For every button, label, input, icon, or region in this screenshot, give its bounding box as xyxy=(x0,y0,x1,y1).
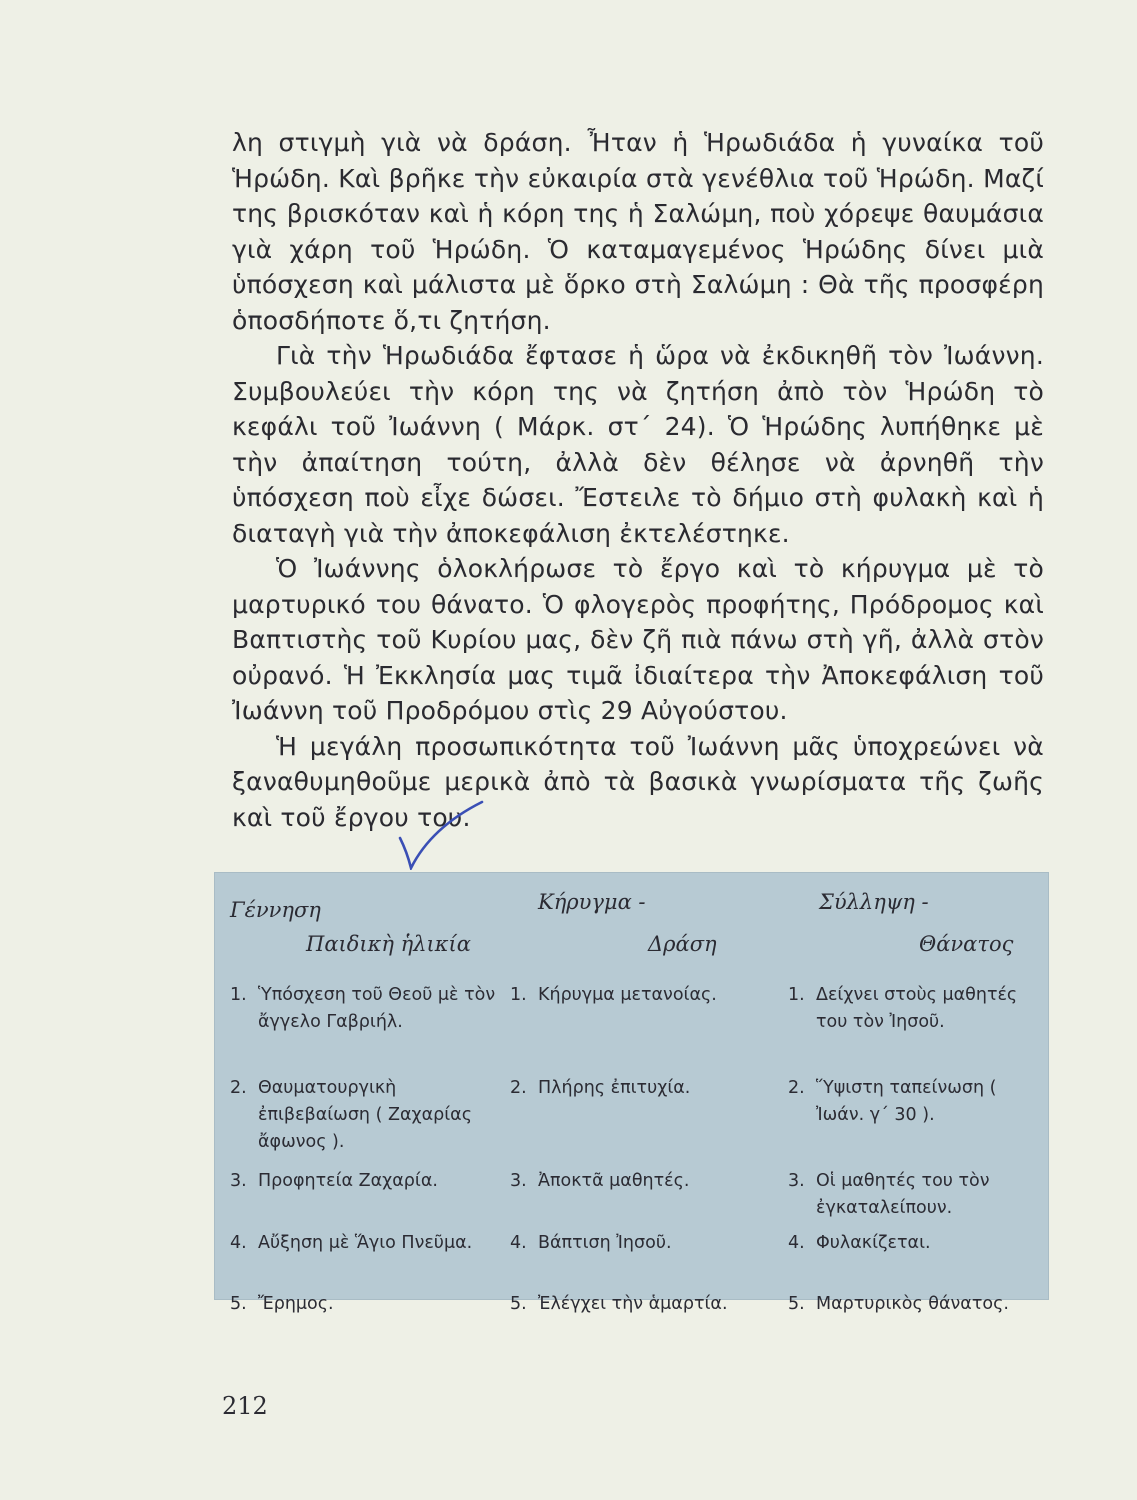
item-number: 4. xyxy=(788,1233,805,1253)
item-number: 4. xyxy=(510,1233,527,1253)
table-cell-col3-item1 xyxy=(788,982,1038,1036)
item-number: 5. xyxy=(510,1294,527,1314)
item-number: 3. xyxy=(788,1171,805,1191)
item-text: Φυλακίζεται. xyxy=(816,1233,931,1253)
table-cell-col2-item4 xyxy=(510,1230,780,1257)
table-cell-col2-item3 xyxy=(510,1168,780,1195)
item-text: Προφητεία Ζαχαρία. xyxy=(258,1171,438,1191)
item-number: 4. xyxy=(230,1233,247,1253)
table-cell-col1-item5 xyxy=(230,1291,500,1318)
table-cell-col3-item3 xyxy=(788,1168,1038,1222)
table-cell-col2-item2 xyxy=(510,1075,780,1102)
handwritten-check-mark-icon xyxy=(398,800,488,870)
item-text: Αὔξηση μὲ Ἅγιο Πνεῦμα. xyxy=(258,1233,473,1253)
header-col1-line2: Παιδικὴ ἡλικία xyxy=(306,932,471,956)
item-text: Οἱ μαθητές του τὸν ἐγκαταλείπουν. xyxy=(816,1171,990,1218)
paragraph-3-text: Ὁ Ἰωάννης ὁλοκλήρωσε τὸ ἔργο καὶ τὸ κήρυγμα μὲ τὸ μαρτυρικό του θάνατο. Ὁ φλογερὸς προφήτης, Πρόδρομος καὶ Βαπτιστὴς τοῦ Κυρίου μας, δὲν ζῆ πιὰ πάνω στὴ γῆ, ἀλλὰ στὸν οὐρανό. Ἡ Ἐκκλησία μας τιμᾶ ἰδιαίτερα τὴν Ἀποκεφάλιση τοῦ Ἰωάννη τοῦ Προδρόμου στὶς 29 Αὐγούστου. xyxy=(232,554,1044,725)
header-col3-line1: Σύλληψη - xyxy=(819,890,929,914)
header-col2-line2: Δράση xyxy=(648,932,717,956)
table-cell-col2-item1 xyxy=(510,982,780,1009)
table-cell-col3-item4 xyxy=(788,1230,1038,1257)
table-cell-col2-item5 xyxy=(510,1291,780,1318)
item-number: 3. xyxy=(510,1171,527,1191)
summary-table xyxy=(214,872,1049,1314)
item-text: Ὕψιστη ταπείνωση ( Ἰωάν. γ΄ 30 ). xyxy=(816,1078,997,1125)
item-text: Ἀποκτᾶ μαθητές. xyxy=(538,1171,690,1191)
item-text: Πλήρης ἐπιτυχία. xyxy=(538,1078,691,1098)
header-col1-line1: Γέννηση xyxy=(230,898,321,922)
item-number: 1. xyxy=(510,985,527,1005)
table-cell-col1-item4 xyxy=(230,1230,500,1257)
item-text: Βάπτιση Ἰησοῦ. xyxy=(538,1233,672,1253)
body-text xyxy=(232,125,1044,835)
item-number: 2. xyxy=(788,1078,805,1098)
table-cell-col1-item2 xyxy=(230,1075,500,1156)
item-number: 2. xyxy=(510,1078,527,1098)
item-number: 3. xyxy=(230,1171,247,1191)
item-number: 5. xyxy=(230,1294,247,1314)
item-text: Δείχνει στοὺς μαθητές του τὸν Ἰησοῦ. xyxy=(816,985,1018,1032)
table-cell-col3-item2 xyxy=(788,1075,1038,1129)
table-cell-col3-item5 xyxy=(788,1291,1038,1318)
page-number: 212 xyxy=(222,1392,268,1420)
item-text: Ὑπόσχεση τοῦ Θεοῦ μὲ τὸν ἄγγελο Γαβριήλ. xyxy=(258,985,496,1032)
item-text: Θαυματουργικὴ ἐπιβεβαίωση ( Ζαχαρίας ἄφωνος ). xyxy=(258,1078,472,1152)
paragraph-3 xyxy=(232,551,1044,729)
item-text: Μαρτυρικὸς θάνατος. xyxy=(816,1294,1009,1314)
paragraph-2-text: Γιὰ τὴν Ἡρωδιάδα ἔφτασε ἡ ὥρα νὰ ἐκδικηθῆ τὸν Ἰωάννη. Συμβουλεύει τὴν κόρη της νὰ ζητήση ἀπὸ τὸν Ἡρώδη τὸ κεφάλι τοῦ Ἰωάννη ( Μάρκ. στ΄ 24). Ὁ Ἡρώδης λυπήθηκε μὲ τὴν ἀπαίτηση τούτη, ἀλλὰ δὲν θέλησε νὰ ἀρνηθῆ τὴν ὑπόσχεση ποὺ εἶχε δώσει. Ἔστειλε τὸ δήμιο στὴ φυλακὴ καὶ ἡ διαταγὴ γιὰ τὴν ἀποκεφάλιση ἐκτελέστηκε. xyxy=(232,341,1044,548)
item-number: 1. xyxy=(230,985,247,1005)
item-text: Ἔρημος. xyxy=(258,1294,334,1314)
item-number: 5. xyxy=(788,1294,805,1314)
item-number: 2. xyxy=(230,1078,247,1098)
paragraph-2 xyxy=(232,338,1044,551)
table-cell-col1-item1 xyxy=(230,982,500,1036)
header-col3-line2: Θάνατος xyxy=(919,932,1014,956)
header-col2-line1: Κήρυγμα - xyxy=(538,890,646,914)
paragraph-4-text: Ἡ μεγάλη προσωπικότητα τοῦ Ἰωάννη μᾶς ὑποχρεώνει νὰ ξαναθυμηθοῦμε μερικὰ ἀπὸ τὰ βασικὰ γνωρίσματα τῆς ζωῆς καὶ τοῦ ἔργου του. xyxy=(232,731,1044,832)
table-cell-col1-item3 xyxy=(230,1168,500,1195)
item-number: 1. xyxy=(788,985,805,1005)
item-text: Ἐλέγχει τὴν ἁμαρτία. xyxy=(538,1294,728,1314)
paragraph-1: λη στιγμὴ γιὰ νὰ δράση. Ἦταν ἡ Ἡρωδιάδα ἡ γυναίκα τοῦ Ἡρώδη. Καὶ βρῆκε τὴν εὐκαιρία στὰ γενέθλια τοῦ Ἡρώδη. Μαζί της βρισκόταν καὶ ἡ κόρη της ἡ Σαλώμη, ποὺ χόρεψε θαυμάσια γιὰ χάρη τοῦ Ἡρώδη. Ὁ καταμαγεμένος Ἡρώδης δίνει μιὰ ὑπόσχεση καὶ μάλιστα μὲ ὅρκο στὴ Σαλώμη : Θὰ τῆς προσφέρη ὁποσδήποτε ὅ,τι ζητήση. xyxy=(232,128,1044,335)
paragraph-4 xyxy=(232,729,1044,836)
item-text: Κήρυγμα μετανοίας. xyxy=(538,985,717,1005)
